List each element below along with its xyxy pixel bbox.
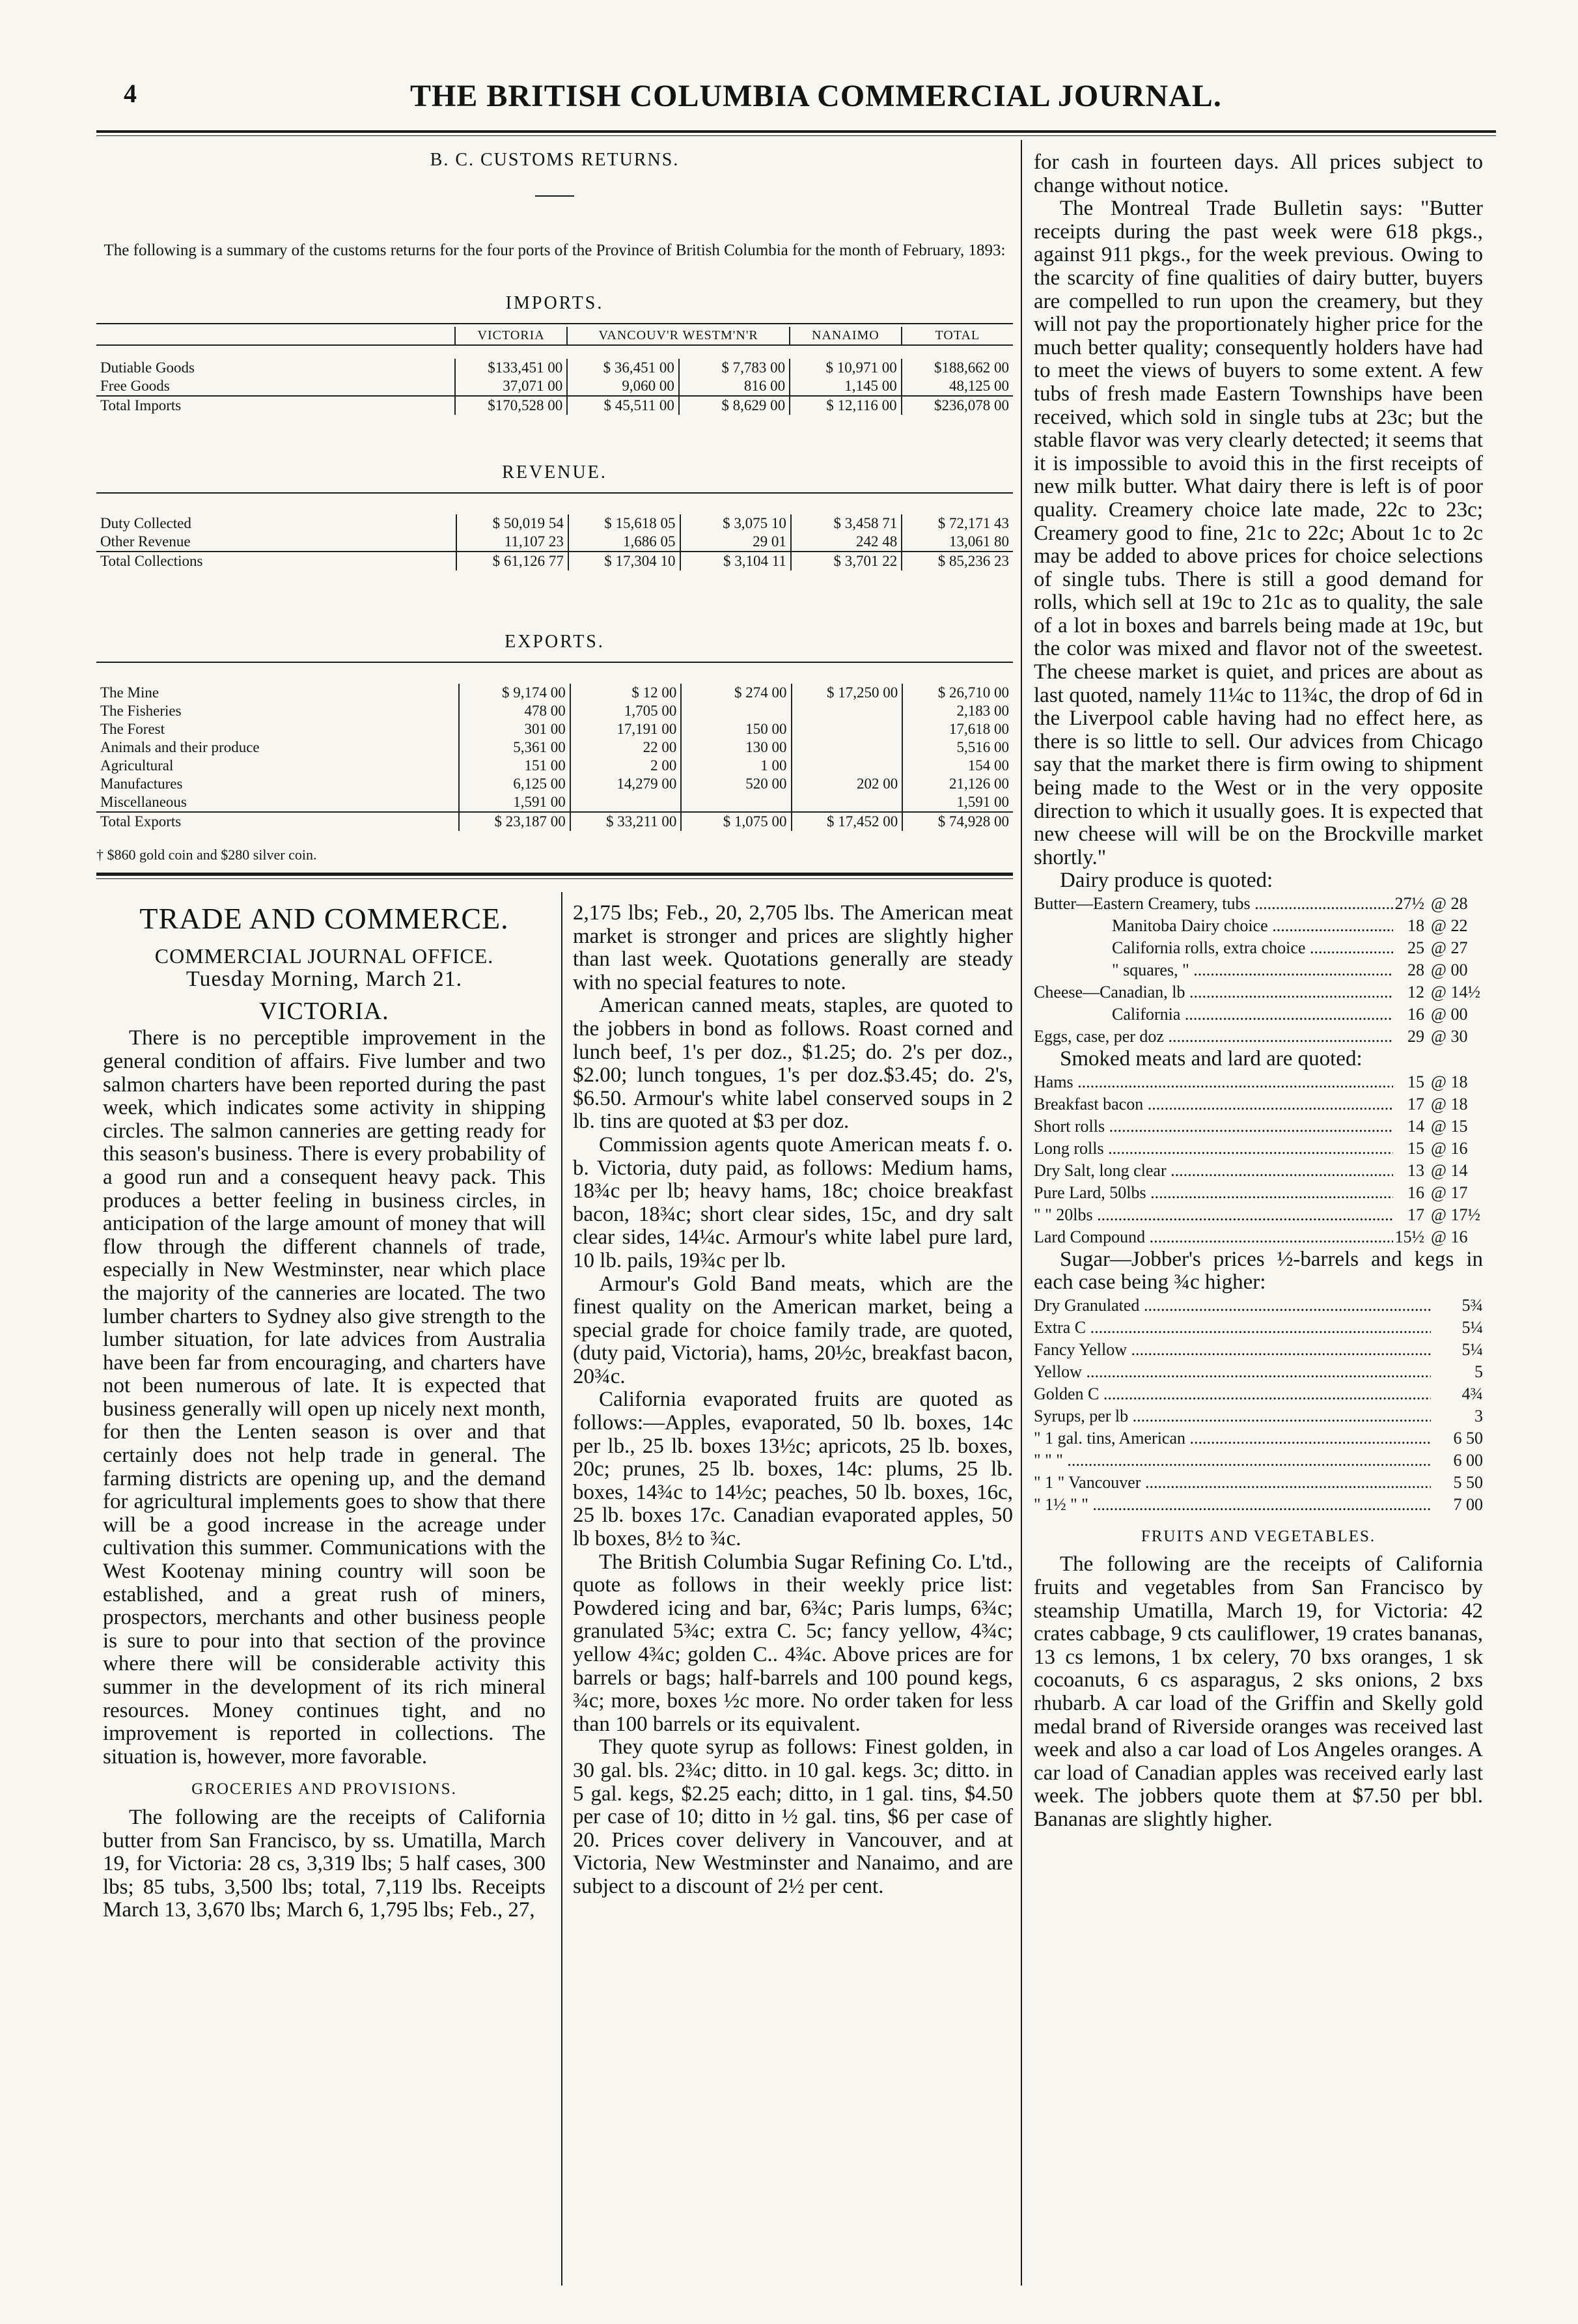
item: California rolls, extra choice .....	[1112, 937, 1393, 959]
cell: 9,060 00	[567, 377, 679, 396]
cell: $ 12 00	[570, 684, 682, 702]
cell: 301 00	[459, 720, 570, 738]
customs-intro: The following is a summary of the customs returns for the four ports of the Province of British Columbia for the month of February, 1893:	[104, 242, 1006, 259]
cell: $ 8,629 00	[679, 396, 790, 415]
item: " 1 " Vancouver .....	[1034, 1472, 1431, 1494]
cell: $ 17,304 10	[568, 552, 680, 570]
paragraph: The following are the receipts of California fruits and vegetables from San Francisco by steamship Umatilla, March 19, for Victoria: 42 crates cabbage, 9 cts cauliflower, 19 crates bananas, 13 cs lemons, 1 bx celery, 70 bxs oranges, 1 sk cocoanuts, 6 cs asparagus, 2 sks onions, 2 bxs rhubarb. A car load of the Griffin and Skelly gold medal brand of Riverside oranges was received last week and also a car load of Los Angeles oranges. A car load of Canadian apples was received early last week. The jobbers quote them at $7.50 per bbl. Bananas are slightly higher.	[1034, 1552, 1483, 1831]
table-separator-thin	[96, 878, 1013, 879]
cell: 1 00	[681, 757, 791, 775]
cell	[792, 702, 903, 720]
price: 28	[1407, 960, 1424, 979]
item: Syrups, per lb .....	[1034, 1405, 1431, 1427]
cell: 130 00	[681, 738, 791, 757]
cell: 1,145 00	[790, 377, 902, 396]
item: Lard Compound .....	[1034, 1226, 1393, 1248]
customs-returns	[96, 150, 1013, 879]
item: Dry Granulated .....	[1034, 1295, 1431, 1317]
cell: $ 85,236 23	[902, 552, 1013, 570]
price: 25	[1407, 938, 1424, 957]
price: 6 00	[1453, 1450, 1483, 1470]
office-line: COMMERCIAL JOURNAL OFFICE.	[154, 944, 494, 968]
list-item	[1034, 1494, 1483, 1516]
paragraph: The British Columbia Sugar Refining Co. L'td., quote as follows in their weekly price list: Powdered icing and bar, 6¾c; Paris lumps, 6¾c; granulated 5¾c; extra C. 5c; fancy yellow, 4¾c; yellow 4¾c; golden C.. 4¾c. Above prices are for barrels or bags; half-barrels and 100 pound kegs, ¾c; more, boxes ½c more. No order taken for less than 100 barrels or its equivalent.	[573, 1550, 1013, 1736]
price: 18	[1407, 916, 1424, 935]
item: Extra C .....	[1034, 1317, 1431, 1339]
item: " 1 gal. tins, American .....	[1034, 1427, 1431, 1449]
table-row	[96, 738, 1013, 757]
row-label: The Fisheries	[100, 703, 182, 719]
price: @ 15	[1431, 1116, 1468, 1136]
list-item	[1034, 1427, 1483, 1449]
total-row	[96, 552, 1013, 570]
cell: $ 7,783 00	[679, 359, 790, 377]
paragraph: The following are the receipts of California butter from San Francisco, by ss. Umatilla, March 19, for Victoria: 28 cs, 3,319 lbs; 5 half cases, 300 lbs; 85 tubs, 3,500 lbs; total, 7,119 lbs. Receipts March 13, 3,670 lbs; March 6, 1,795 lbs; Feb., 27,	[103, 1805, 546, 1922]
cell: $ 12,116 00	[790, 396, 902, 415]
sugar-price-list	[1034, 1295, 1483, 1516]
price: 15½	[1394, 1227, 1424, 1246]
list-item	[1034, 1071, 1483, 1093]
item: " 1½ " " .....	[1034, 1494, 1431, 1516]
paragraph: Commission agents quote American meats f. o. b. Victoria, duty paid, as follows: Medium hams, 18¾c per lb; heavy hams, 18c; choice breakfast bacon, 18¾c; short clear sides, 15c, and dry salt clear sides, 14¼c. Armour's white label pure lard, 10 lb. pails, 19¾c per lb.	[573, 1132, 1013, 1272]
cell: 816 00	[679, 377, 790, 396]
list-item	[1034, 1339, 1483, 1361]
price: @ 16	[1431, 1138, 1468, 1158]
item: Cheese—Canadian, lb .....	[1034, 981, 1393, 1003]
price: 29	[1407, 1027, 1424, 1046]
revenue-heading: REVENUE.	[502, 462, 607, 483]
item: " " " .....	[1034, 1449, 1431, 1472]
item: California .....	[1112, 1003, 1393, 1026]
list-item	[1034, 1383, 1483, 1405]
list-item	[1034, 1003, 1483, 1026]
price: 27½	[1394, 894, 1424, 913]
table-row	[96, 775, 1013, 793]
table-header-row	[96, 327, 1013, 345]
trade-commerce-heading: TRADE AND COMMERCE.	[139, 902, 509, 935]
column-2	[573, 902, 1013, 1899]
sugar-heading: Sugar—Jobber's prices ½-barrels and kegs in each case being ¾c higher:	[1034, 1247, 1483, 1295]
smoked-heading: Smoked meats and lard are quoted:	[1060, 1047, 1363, 1071]
price: @ 18	[1431, 1072, 1468, 1091]
cell: $ 36,451 00	[567, 359, 679, 377]
customs-footnote: † $860 gold coin and $280 silver coin.	[96, 847, 317, 863]
cell: $ 17,250 00	[792, 684, 903, 702]
cell: 21,126 00	[902, 775, 1013, 793]
column-1	[103, 902, 546, 1922]
list-item	[1034, 893, 1483, 915]
cell: 48,125 00	[902, 377, 1013, 396]
column-rule	[561, 892, 562, 2286]
cell: 1,591 00	[459, 793, 570, 812]
row-label: Free Goods	[100, 378, 170, 394]
col-header-vancouver: VANCOUV'R	[598, 328, 679, 343]
total-row	[96, 812, 1013, 831]
dateline: Tuesday Morning, March 21.	[186, 967, 463, 992]
header-rule-thin	[96, 135, 1496, 136]
cell: $ 3,458 71	[791, 514, 902, 533]
cell: $ 33,211 00	[570, 812, 682, 831]
price: @ 22	[1431, 916, 1468, 935]
price: @ 00	[1431, 1005, 1468, 1024]
item: Manitoba Dairy choice .....	[1112, 915, 1393, 937]
cell: 6,125 00	[459, 775, 570, 793]
price: @ 14	[1431, 1160, 1468, 1180]
price: @ 14½	[1431, 983, 1480, 1001]
cell: $ 26,710 00	[902, 684, 1013, 702]
section-rule	[96, 662, 1013, 663]
price: 12	[1407, 983, 1424, 1001]
list-item	[1034, 1138, 1483, 1160]
row-label: Manufactures	[100, 776, 183, 792]
revenue-table	[96, 514, 1013, 570]
spacer	[96, 345, 1013, 359]
row-label: Miscellaneous	[100, 794, 187, 810]
exports-heading: EXPORTS.	[505, 632, 605, 652]
list-item	[1034, 915, 1483, 937]
item: Eggs, case, per doz .....	[1034, 1026, 1393, 1048]
cell	[792, 738, 903, 757]
cell: 1,705 00	[570, 702, 682, 720]
cell: $ 17,452 00	[792, 812, 903, 831]
price: 5 50	[1453, 1472, 1483, 1492]
cell: $ 10,971 00	[790, 359, 902, 377]
list-item	[1034, 981, 1483, 1003]
cell: 5,516 00	[902, 738, 1013, 757]
price: 13	[1407, 1160, 1424, 1180]
cell: $ 3,075 10	[680, 514, 791, 533]
price: @ 00	[1431, 960, 1468, 979]
list-item	[1034, 1361, 1483, 1383]
cell: 14,279 00	[570, 775, 682, 793]
table-row	[96, 359, 1013, 377]
total-label: Total Exports	[96, 812, 459, 831]
cell: 13,061 80	[902, 533, 1013, 552]
customs-title: B. C. CUSTOMS RETURNS.	[430, 150, 680, 170]
imports-table	[96, 327, 1013, 415]
price: 15	[1407, 1072, 1424, 1091]
list-item	[1034, 1160, 1483, 1182]
table-top-rule	[96, 323, 1013, 324]
cell: 2 00	[570, 757, 682, 775]
cell: 151 00	[459, 757, 570, 775]
item: Fancy Yellow .....	[1034, 1339, 1431, 1361]
cell: 17,191 00	[570, 720, 682, 738]
price: 5¼	[1461, 1339, 1483, 1359]
cell: 150 00	[681, 720, 791, 738]
total-row	[96, 396, 1013, 415]
cell: $ 74,928 00	[902, 812, 1013, 831]
cell: 17,618 00	[902, 720, 1013, 738]
col-header-vancouver-westminster	[567, 327, 790, 345]
cell: $ 1,075 00	[681, 812, 791, 831]
cell	[792, 757, 903, 775]
cell: 11,107 23	[456, 533, 568, 552]
table-row	[96, 757, 1013, 775]
cell: $ 23,187 00	[459, 812, 570, 831]
fruits-heading: FRUITS AND VEGETABLES.	[1141, 1527, 1376, 1545]
price: 5¼	[1461, 1317, 1483, 1337]
groceries-heading: GROCERIES AND PROVISIONS.	[191, 1780, 457, 1799]
item: " " 20lbs .....	[1034, 1204, 1393, 1226]
cell: $ 274 00	[681, 684, 791, 702]
paragraph: for cash in fourteen days. All prices subject to change without notice.	[1034, 150, 1483, 197]
table-row	[96, 702, 1013, 720]
item: Butter—Eastern Creamery, tubs .....	[1034, 893, 1393, 915]
col-header-victoria: VICTORIA	[455, 327, 567, 345]
item: Golden C .....	[1034, 1383, 1431, 1405]
cell: $ 9,174 00	[459, 684, 570, 702]
cell: 29 01	[680, 533, 791, 552]
cell: 1,686 05	[568, 533, 680, 552]
cell: 520 00	[681, 775, 791, 793]
item: Breakfast bacon .....	[1034, 1093, 1393, 1115]
table-row	[96, 514, 1013, 533]
list-item	[1034, 1204, 1483, 1226]
cell: 242 48	[791, 533, 902, 552]
list-item	[1034, 1317, 1483, 1339]
price: 17	[1407, 1205, 1424, 1224]
cell: 202 00	[792, 775, 903, 793]
paragraph: 2,175 lbs; Feb., 20, 2,705 lbs. The American meat market is stronger and prices are slightly higher than last week. Quotations generally are steady with no special features to note.	[573, 901, 1013, 994]
title-dash	[535, 195, 574, 197]
column-rule	[1021, 140, 1022, 2286]
item: Dry Salt, long clear .....	[1034, 1160, 1393, 1182]
header-blank	[96, 327, 455, 345]
paragraph: There is no perceptible improvement in the general condition of affairs. Five lumber and two salmon charters have been reported during the past week, which indicates some activity in shipping circles. The salmon canneries are getting ready for this season's business. There is every probability of a good run and a consequent heavy pack. This produces a better feeling in business circles, in anticipation of the large amount of money that will flow through the different channels of trade, especially in New Westminster, near which place the majority of the canneries are located. The two lumber charters to Sydney also give strength to the lumber situation, for late advices from Australia have been far from encouraging, and charters have not been numerous of late. It is expected that business generally will open up nicely next month, for then the Lenten season is over and that certainly does not help trade in general. The farming districts are opening up, and the demand for agricultural implements goes to show that there will be a good increase in the acreage under cultivation this summer. Communications with the West Kootenay mining country will soon be established, and a great rush of miners, prospectors, merchants and other business people is sure to pour into that section of the province where there will be considerable activity this summer in the development of its rich mineral resources. Money continues tight, and no improvement is reported in collections. The situation is, however, more favorable.	[103, 1026, 546, 1769]
table-row	[96, 377, 1013, 396]
price: 4¾	[1461, 1384, 1483, 1403]
price: @ 30	[1431, 1027, 1468, 1046]
col-header-nanaimo: NANAIMO	[790, 327, 902, 345]
row-label: The Mine	[100, 684, 159, 701]
cell: $ 45,511 00	[567, 396, 679, 415]
list-item	[1034, 1472, 1483, 1494]
table-row	[96, 684, 1013, 702]
table-row	[96, 793, 1013, 812]
column-3	[1034, 151, 1483, 1832]
row-label: Dutiable Goods	[100, 359, 195, 376]
cell: 37,071 00	[455, 377, 567, 396]
price: @ 28	[1431, 894, 1468, 913]
price: 16	[1407, 1005, 1424, 1024]
price: @ 16	[1431, 1227, 1468, 1246]
item: " squares, " .....	[1112, 959, 1393, 981]
section-rule	[96, 492, 1013, 494]
price: 5	[1474, 1362, 1483, 1381]
row-label: Agricultural	[100, 757, 174, 774]
list-item	[1034, 1449, 1483, 1472]
price: @ 17½	[1431, 1205, 1480, 1224]
price: 16	[1407, 1183, 1424, 1202]
paragraph: American canned meats, staples, are quoted to the jobbers in bond as follows. Roast corned and lunch beef, 1's per doz., $1.25; do. 2's per doz., $2.00; lunch tongues, 1's per doz.$3.45; do. 2's, $6.50. Armour's white label conserved soups in 2 lb. tins are quoted at $3 per doz.	[573, 994, 1013, 1134]
paragraph: They quote syrup as follows: Finest golden, in 30 gal. bls. 2¾c; ditto. in 10 gal. kegs. 3c; ditto. in 5 gal. kegs, $2.25 each; ditto, in 1 gal. tins, $4.50 per case of 10; ditto in ½ gal. tins, $6 per case of 20. Prices cover delivery in Vancouver, and at Victoria, New Westminster and Nanaimo, and are subject to a discount of 2½ per cent.	[573, 1735, 1013, 1898]
item: Yellow .....	[1034, 1361, 1431, 1383]
row-label: Other Revenue	[100, 533, 191, 550]
list-item	[1034, 1295, 1483, 1317]
cell	[570, 793, 682, 812]
price: @ 18	[1431, 1094, 1468, 1113]
cell: $ 3,104 11	[680, 552, 791, 570]
cell: $ 15,618 05	[568, 514, 680, 533]
cell	[681, 702, 791, 720]
col-header-westminster: WESTM'N'R	[682, 328, 758, 343]
list-item	[1034, 1115, 1483, 1138]
dairy-price-list	[1034, 893, 1483, 1048]
price: 7 00	[1453, 1494, 1483, 1514]
paragraph: Armour's Gold Band meats, which are the finest quality on the American market, being a special grade for choice family trade, are quoted, (duty paid, Victoria), hams, 20½c, breakfast bacon, 20¾c.	[573, 1272, 1013, 1388]
list-item	[1034, 1026, 1483, 1048]
price: 14	[1407, 1116, 1424, 1136]
cell: 22 00	[570, 738, 682, 757]
cell: 154 00	[902, 757, 1013, 775]
imports-heading: IMPORTS.	[505, 293, 604, 313]
cell	[792, 720, 903, 738]
row-label: The Forest	[100, 721, 165, 737]
paragraph: California evaporated fruits are quoted as follows:—Apples, evaporated, 50 lb. boxes, 14c per lb., 25 lb. boxes 13½c; apricots, 25 lb. boxes, 20c; prunes, 25 lb. boxes, 14c: plums, 25 lb. boxes, 14¾c to 14½c; peaches, 50 lb. boxes, 16c, 25 lb. boxes 17c. Canadian evaporated apples, 50 lb boxes, 8½ to ¾c.	[573, 1388, 1013, 1551]
cell: $ 3,701 22	[791, 552, 902, 570]
cell	[792, 793, 903, 812]
row-label: Animals and their produce	[100, 739, 260, 755]
table-row	[96, 533, 1013, 552]
page-header	[124, 78, 1328, 124]
list-item	[1034, 1182, 1483, 1204]
item: Hams .....	[1034, 1071, 1393, 1093]
list-item	[1034, 1093, 1483, 1115]
col-header-total: TOTAL	[902, 327, 1013, 345]
price: 17	[1407, 1094, 1424, 1113]
item: Long rolls .....	[1034, 1138, 1393, 1160]
paragraph: The Montreal Trade Bulletin says: "Butter receipts during the past week were 618 pkgs., against 911 pkgs., for the week previous. Owing to the scarcity of fine qualities of dairy butter, buyers are compelled to run upon the creamery, but they will not pay the proportionately higher price for the much better quality; consequently holders have had to meet the views of buyers to some extent. A few tubs of fresh made Eastern Townships have been received, which sold in single tubs at 23c; but the stable flavor was very clearly detected; it seems that it is impossible to avoid this in the first receipts of new milk butter. What dairy there is left is of poor quality. Creamery choice late made, 22c to 23c; Creamery good to fine, 21c to 22c; About 1c to 2c may be added to above prices for choice selections of single tubs. There is still a good demand for rolls, which sell at 19c to 21c as to quality, the sale of a lot in boxes and barrels being made at 19c, but the color was mixed and flavor not of the sweetest. The cheese market is quiet, and prices are about as last quoted, namely 11¼c to 11¾c, the drop of 6d in the Liverpool cable having had no effect here, as there is so little to sell. Our advices from Chicago say that the market there is firm owing to shipment being made to the West or in the very opposite direction to which it usually goes. It is expected that new cheese will will be on the Brockville market shortly."	[1034, 197, 1483, 869]
price: @ 27	[1431, 938, 1468, 957]
total-label: Total Imports	[96, 396, 455, 415]
page-number: 4	[124, 79, 137, 108]
cell: $170,528 00	[455, 396, 567, 415]
price: 5¾	[1461, 1295, 1483, 1315]
cell: $ 50,019 54	[456, 514, 568, 533]
cell: $ 72,171 43	[902, 514, 1013, 533]
cell: 1,591 00	[902, 793, 1013, 812]
header-rule	[96, 130, 1496, 133]
list-item	[1034, 1405, 1483, 1427]
list-item	[1034, 937, 1483, 959]
price: 15	[1407, 1138, 1424, 1158]
exports-table	[96, 684, 1013, 831]
cell: $133,451 00	[455, 359, 567, 377]
row-label: Duty Collected	[100, 515, 191, 531]
journal-title: THE BRITISH COLUMBIA COMMERCIAL JOURNAL.	[410, 79, 1222, 113]
cell: $236,078 00	[902, 396, 1013, 415]
cell: 5,361 00	[459, 738, 570, 757]
victoria-heading: VICTORIA.	[259, 997, 389, 1025]
table-separator	[96, 873, 1013, 876]
item: Pure Lard, 50lbs .....	[1034, 1182, 1393, 1204]
cell: 2,183 00	[902, 702, 1013, 720]
price: 3	[1474, 1406, 1483, 1425]
cell: 478 00	[459, 702, 570, 720]
list-item	[1034, 1226, 1483, 1248]
smoked-price-list	[1034, 1071, 1483, 1248]
price: @ 17	[1431, 1183, 1468, 1202]
dairy-heading: Dairy produce is quoted:	[1060, 869, 1273, 893]
cell: $ 61,126 77	[456, 552, 568, 570]
total-label: Total Collections	[96, 552, 456, 570]
table-row	[96, 720, 1013, 738]
cell	[681, 793, 791, 812]
price: 6 50	[1453, 1428, 1483, 1448]
list-item	[1034, 959, 1483, 981]
cell: $188,662 00	[902, 359, 1013, 377]
item: Short rolls .....	[1034, 1115, 1393, 1138]
